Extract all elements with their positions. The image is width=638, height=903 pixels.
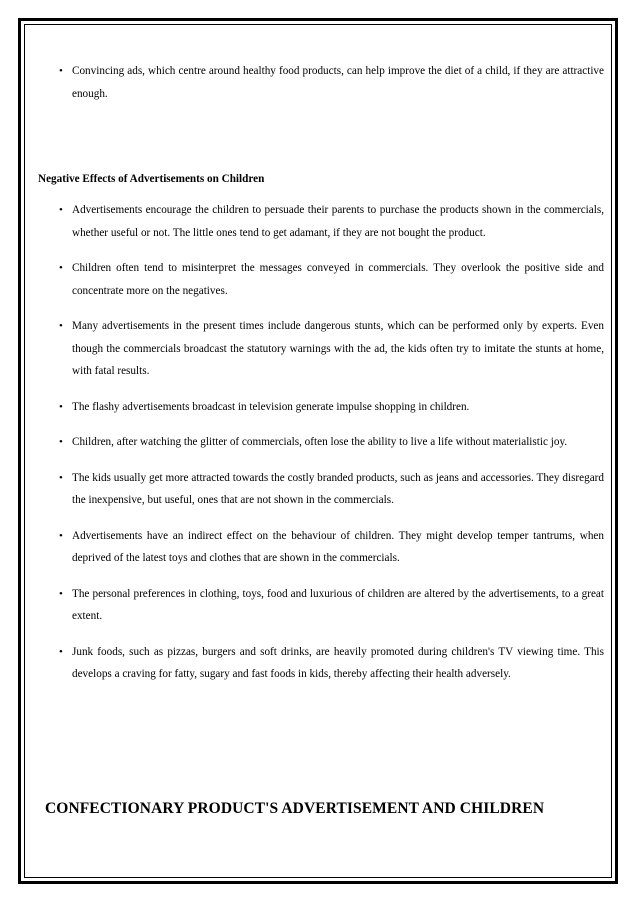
spacer	[38, 105, 604, 169]
list-item: • Children, after watching the glitter of commercials, often lose the ability to live a life without materialistic joy.	[38, 431, 604, 454]
list-item: • The flashy advertisements broadcast in television generate impulse shopping in children.	[38, 396, 604, 419]
section-heading: Negative Effects of Advertisements on Children	[38, 173, 265, 185]
intro-bullet-list	[38, 60, 604, 105]
list-item: • The personal preferences in clothing, toys, food and luxurious of children are altered by the advertisements, to a great extent.	[38, 583, 604, 628]
list-item: • Advertisements have an indirect effect on the behaviour of children. They might develop temper tantrums, when deprived of the latest toys and clothes that are shown in the commercials.	[38, 525, 604, 570]
spacer	[38, 383, 604, 396]
section-title: CONFECTIONARY PRODUCT'S ADVERTISEMENT AND CHILDREN	[45, 800, 545, 817]
spacer	[38, 189, 604, 199]
spacer	[38, 512, 604, 525]
page-content	[38, 60, 604, 686]
spacer	[38, 244, 604, 257]
spacer	[38, 454, 604, 467]
list-item: • Convincing ads, which centre around healthy food products, can help improve the diet of a child, if they are attractive enough.	[38, 60, 604, 105]
spacer	[38, 628, 604, 641]
spacer	[38, 302, 604, 315]
list-item: • Many advertisements in the present times include dangerous stunts, which can be performed only by experts. Even though the commercials broadcast the statutory warnings with the ad, the kids often try to imitate the stunts at home, with fatal results.	[38, 315, 604, 383]
list-item: • The kids usually get more attracted towards the costly branded products, such as jeans and accessories. They disregard the inexpensive, but useful, ones that are not shown in the commercials.	[38, 467, 604, 512]
spacer	[38, 570, 604, 583]
spacer	[38, 418, 604, 431]
list-item: • Advertisements encourage the children to persuade their parents to purchase the products shown in the commercials, whether useful or not. The little ones tend to get adamant, if they are not bought the product.	[38, 199, 604, 244]
list-item: • Junk foods, such as pizzas, burgers and soft drinks, are heavily promoted during children's TV viewing time. This develops a craving for fatty, sugary and fast foods in kids, thereby affecting their health adversely.	[38, 641, 604, 686]
list-item: • Children often tend to misinterpret the messages conveyed in commercials. They overlook the positive side and concentrate more on the negatives.	[38, 257, 604, 302]
negative-effects-list	[38, 199, 604, 686]
